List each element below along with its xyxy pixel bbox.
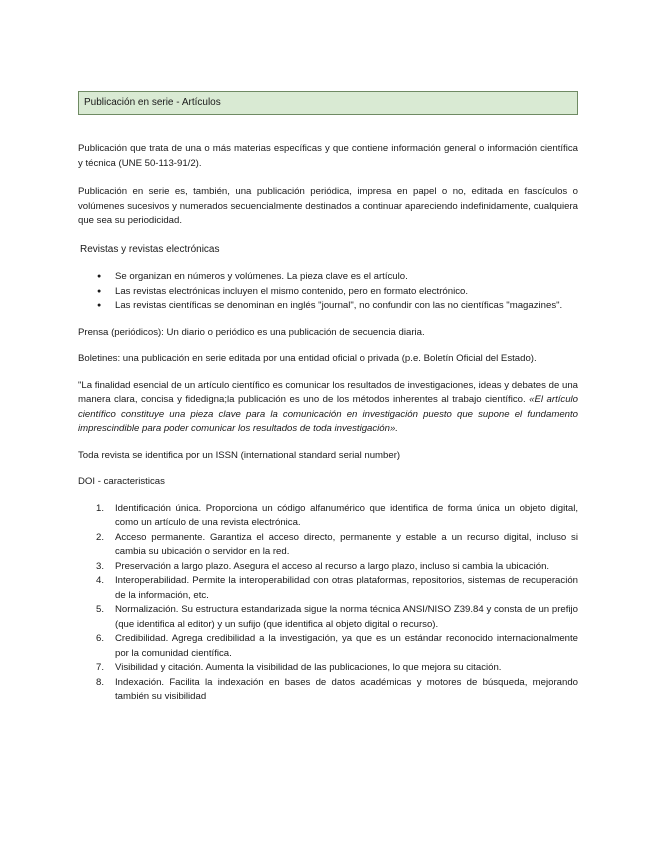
issn-paragraph: Toda revista se identifica por un ISSN (international standard serial number) bbox=[78, 449, 401, 461]
list-number: 1. bbox=[96, 502, 105, 514]
list-number: 6. bbox=[96, 633, 105, 644]
journals-heading: Revistas y revistas electrónicas bbox=[80, 243, 220, 255]
list-item: ● Se organizan en números y volúmenes. La pieza clave es el artículo. bbox=[78, 270, 578, 285]
list-item bbox=[78, 560, 578, 575]
list-item-text: Identificación única. Proporciona un código alfanumérico que identifica de forma única un objeto digital, como un artículo de una revista electrónica. bbox=[115, 502, 578, 528]
list-number: 5. bbox=[96, 604, 105, 615]
list-item-text: Normalización. Su estructura estandarizada sigue la norma técnica ANSI/NISO Z39.84 y consta de un prefijo (que identifica al editor) y un sufijo (que identifica al objeto digital o recurso). bbox=[115, 604, 578, 630]
document-body bbox=[78, 142, 578, 705]
list-number: 2. bbox=[96, 531, 105, 543]
list-item bbox=[78, 574, 578, 603]
list-item bbox=[78, 603, 578, 632]
doi-heading: DOI - caracteristicas bbox=[78, 476, 165, 487]
list-item-text: Preservación a largo plazo. Asegura el acceso al recurso a largo plazo, incluso si cambia la ubicación. bbox=[115, 560, 550, 572]
boletines-paragraph: Boletines: una publicación en serie editada por una entidad oficial o privada (p.e. Boletín Oficial del Estado). bbox=[78, 353, 537, 364]
list-number: 7. bbox=[96, 662, 105, 673]
quote-paragraph bbox=[78, 379, 578, 437]
list-number: 8. bbox=[96, 676, 105, 688]
list-item-text: Credibilidad. Agrega credibilidad a la investigación, ya que es un estándar reconocido internacionalmente por la comunidad científica. bbox=[115, 633, 578, 659]
list-item: ● Las revistas científicas se denominan en inglés "journal", no confundir con las no científicas "magazines". bbox=[78, 299, 578, 314]
section-title: Publicación en serie - Artículos bbox=[84, 97, 221, 108]
list-item bbox=[78, 632, 578, 661]
doi-list bbox=[78, 502, 578, 705]
list-item-text: Interoperabilidad. Permite la interoperabilidad con otras plataformas, repositorios, sistemas de recuperación de la información, etc. bbox=[115, 575, 578, 601]
journals-list bbox=[78, 270, 578, 314]
list-item-text: Indexación. Facilita la indexación en bases de datos académicas y motores de búsqueda, mejorando también su visibilidad bbox=[115, 676, 578, 702]
quote-italic-text: «El artículo científico constituye una pieza clave para la comunicación en investigación puesto que supone el fundamento imprescindible para poder comunicar los resultados de toda investigación». bbox=[78, 394, 578, 434]
list-number: 3. bbox=[96, 560, 105, 572]
quote-text: "La finalidad esencial de un artículo científico es comunicar los resultados de investigaciones, ideas y debates de una manera clara, concisa y fidedigna;la publicación es uno de los métodos inherentes al trabajo científico. bbox=[78, 379, 578, 405]
list-item-text: Acceso permanente. Garantiza el acceso directo, permanente y estable a un recurso digital, incluso si cambia su ubicación o servidor en la red. bbox=[115, 531, 578, 557]
list-item bbox=[78, 676, 578, 705]
list-item bbox=[78, 661, 578, 676]
list-item bbox=[78, 502, 578, 531]
serial-definition-paragraph: Publicación en serie es, también, una publicación periódica, impresa en papel o no, editada en fascículos o volúmenes sucesivos y numerados secuencialmente destinados a continuar apareciendo indefinidamente, cualquiera que sea su periodicidad. bbox=[78, 186, 578, 226]
list-item-text: Visibilidad y citación. Aumenta la visibilidad de las publicaciones, lo que mejora su citación. bbox=[115, 662, 502, 673]
section-title-box bbox=[78, 91, 578, 115]
list-number: 4. bbox=[96, 575, 105, 586]
definition-paragraph: Publicación que trata de una o más materias específicas y que contiene información general o información científica y técnica (UNE 50-113-91/2). bbox=[78, 143, 578, 169]
list-item bbox=[78, 531, 578, 560]
prensa-paragraph: Prensa (periódicos): Un diario o periódico es una publicación de secuencia diaria. bbox=[78, 326, 425, 338]
list-item: ● Las revistas electrónicas incluyen el mismo contenido, pero en formato electrónico. bbox=[78, 285, 578, 300]
